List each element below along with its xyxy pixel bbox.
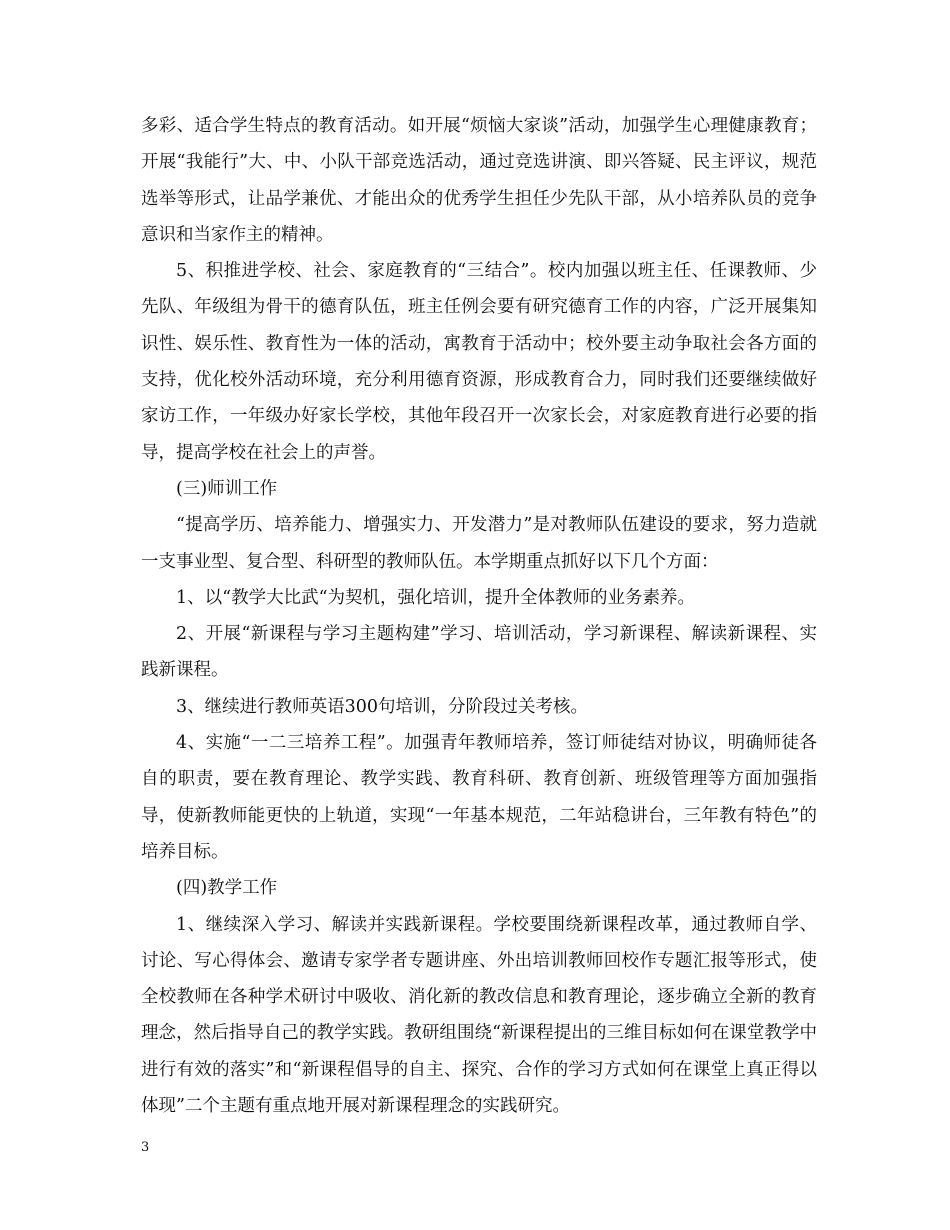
body-text — [141, 108, 817, 1124]
list-item-teaching-1: 1、继续深入学习、解读并实践新课程。学校要围绕新课程改革，通过教师自学、讨论、写心得体会、邀请专家学者专题讲座、外出培训教师回校作专题汇报等形式，使全校教师在各种学术研讨中吸收、消化新的教改信息和教育理论，逐步确立全新的教育理念，然后指导自己的教学实践。教研组围绕“新课程提出的三维目标如何在课堂教学中进行有效的落实”和“新课程倡导的自主、探究、合作的学习方式如何在课堂上真正得以体现”二个主题有重点地开展对新课程理念的实践研究。 — [141, 914, 817, 1117]
section-heading-teacher-training: (三)师训工作 — [176, 478, 278, 499]
list-item-training-2: 2、开展“新课程与学习主题构建”学习、培训活动，学习新课程、解读新课程、实践新课程。 — [141, 624, 817, 681]
list-item-training-3: 3、继续进行教师英语300句培训，分阶段过关考核。 — [176, 696, 589, 717]
list-item-training-1: 1、以“教学大比武“为契机，强化培训，提升全体教师的业务素养。 — [176, 587, 696, 608]
paragraph-teacher-team-requirements: “提高学历、培养能力、增强实力、开发潜力”是对教师队伍建设的要求，努力造就一支事业型、复合型、科研型的教师队伍。本学期重点抓好以下几个方面： — [141, 515, 817, 572]
paragraph-three-combination: 5、积推进学校、社会、家庭教育的“三结合”。校内加强以班主任、任课教师、少先队、年级组为骨干的德育队伍，班主任例会要有研究德育工作的内容，广泛开展集知识性、娱乐性、教育性为一体的活动，寓教育于活动中；校外要主动争取社会各方面的支持，优化校外活动环境，充分利用德育资源，形成教育合力，同时我们还要继续做好家访工作，一年级办好家长学校，其他年段召开一次家长会，对家庭教育进行必要的指导，提高学校在社会上的声誉。 — [141, 261, 817, 463]
page-number: 3 — [141, 1140, 150, 1155]
paragraph-continuation: 多彩、适合学生特点的教育活动。如开展“烦恼大家谈”活动，加强学生心理健康教育；开展“我能行”大、中、小队干部竞选活动，通过竞选讲演、即兴答疑、民主评议，规范选举等形式，让品学兼优、才能出众的优秀学生担任少先队干部，从小培养队员的竞争意识和当家作主的精神。 — [141, 116, 817, 245]
section-heading-teaching-work: (四)教学工作 — [176, 878, 278, 899]
list-item-training-4: 4、实施“一二三培养工程”。加强青年教师培养，签订师徒结对协议，明确师徒各自的职责，要在教育理论、教学实践、教育科研、教育创新、班级管理等方面加强指导，使新教师能更快的上轨道，实现“一年基本规范，二年站稳讲台，三年教有特色”的培养目标。 — [141, 733, 817, 862]
